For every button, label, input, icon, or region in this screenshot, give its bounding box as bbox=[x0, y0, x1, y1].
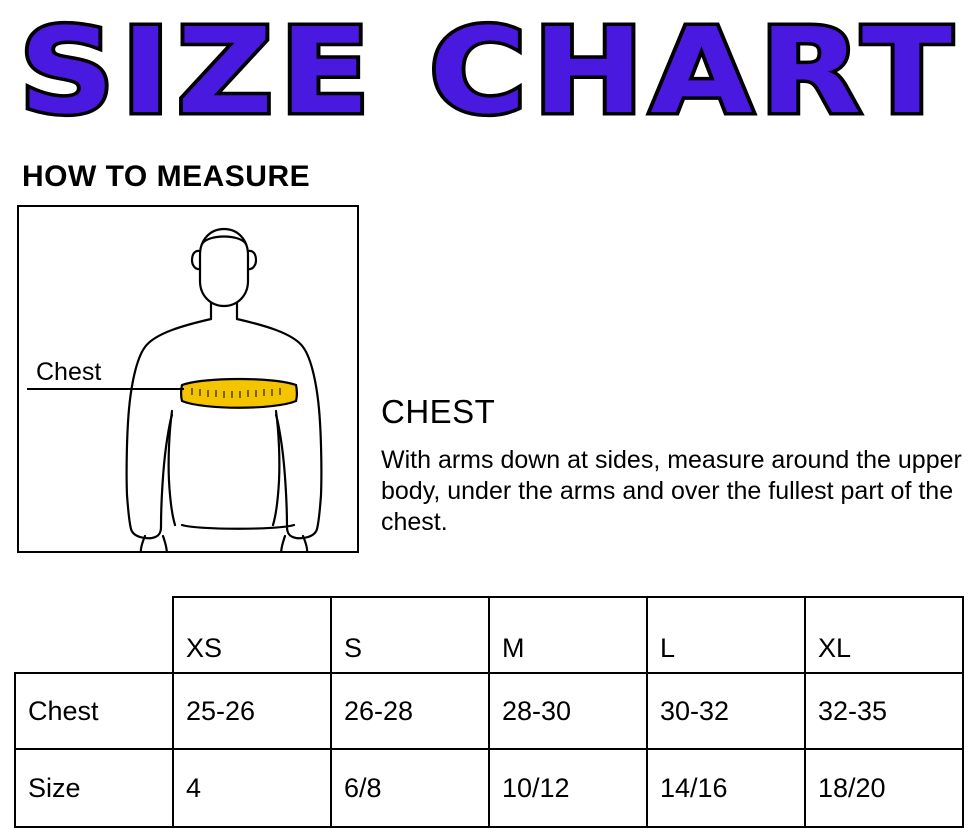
row-label-size: Size bbox=[15, 749, 173, 827]
tape-measure-icon bbox=[181, 379, 297, 408]
cell-chest-xl: 32-35 bbox=[805, 673, 963, 749]
table-row bbox=[15, 749, 963, 827]
cell-chest-s: 26-28 bbox=[331, 673, 489, 749]
chest-measure-label: Chest bbox=[33, 358, 104, 387]
cell-size-s: 6/8 bbox=[331, 749, 489, 827]
column-header-s: S bbox=[331, 597, 489, 673]
description-heading: CHEST bbox=[381, 393, 496, 430]
table-corner-cell bbox=[15, 597, 173, 673]
cell-size-m: 10/12 bbox=[489, 749, 647, 827]
description-body: With arms down at sides, measure around the upper body, under the arms and over the fullest part of the chest. bbox=[381, 446, 962, 536]
cell-size-xl: 18/20 bbox=[805, 749, 963, 827]
column-header-l: L bbox=[647, 597, 805, 673]
how-to-measure-heading: HOW TO MEASURE bbox=[22, 160, 311, 193]
row-label-chest: Chest bbox=[15, 673, 173, 749]
column-header-xs: XS bbox=[173, 597, 331, 673]
size-chart-table bbox=[14, 596, 964, 828]
page-title: SIZE CHART bbox=[19, 2, 959, 140]
table-header-row bbox=[15, 597, 963, 673]
title-banner bbox=[0, 0, 978, 146]
cell-chest-xs: 25-26 bbox=[173, 673, 331, 749]
cell-chest-m: 28-30 bbox=[489, 673, 647, 749]
description-block bbox=[381, 393, 971, 538]
cell-size-xs: 4 bbox=[173, 749, 331, 827]
cell-size-l: 14/16 bbox=[647, 749, 805, 827]
column-header-m: M bbox=[489, 597, 647, 673]
column-header-xl: XL bbox=[805, 597, 963, 673]
cell-chest-l: 30-32 bbox=[647, 673, 805, 749]
table-row bbox=[15, 673, 963, 749]
